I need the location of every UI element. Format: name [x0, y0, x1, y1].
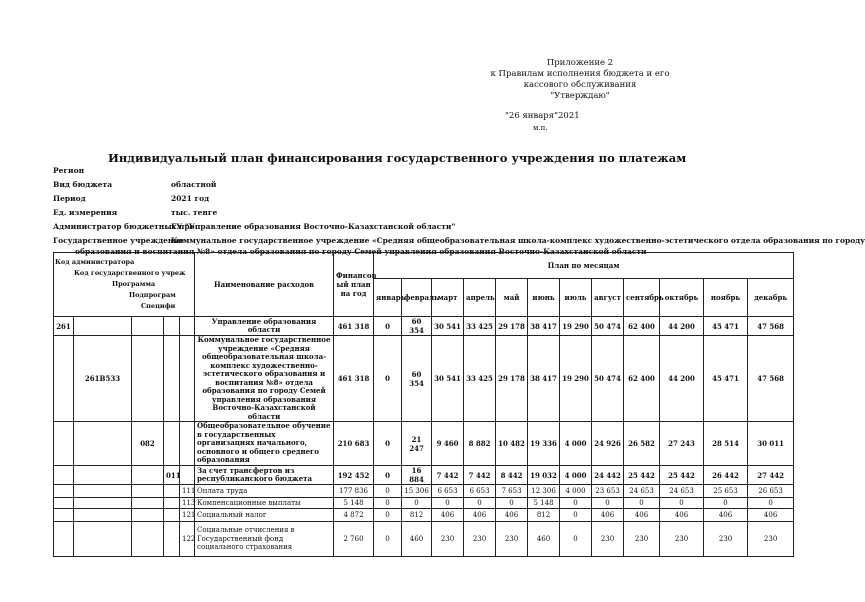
code-cell	[180, 336, 195, 422]
month-value-cell: 44 200	[660, 336, 704, 422]
table-row	[54, 485, 794, 498]
month-value-cell: 460	[528, 522, 560, 557]
month-value-cell: 812	[528, 509, 560, 522]
code-cell	[74, 498, 132, 509]
code-cell	[164, 509, 180, 522]
month-value-cell: 8 882	[464, 422, 496, 466]
month-header: август	[592, 279, 624, 317]
code-cell: 121	[180, 509, 195, 522]
expense-name-cell: Оплата труда	[195, 485, 334, 498]
code-cell	[74, 317, 132, 336]
code-header-admin: Код администратора	[55, 258, 135, 266]
month-header: февраль	[402, 279, 432, 317]
code-cell	[132, 336, 164, 422]
month-value-cell: 406	[748, 509, 794, 522]
expense-name-cell: Социальный налог	[195, 509, 334, 522]
approval-date: "26 января"2021	[505, 111, 580, 121]
meta-value: ГУ "Управление образования Восточно-Казахстанской области"	[171, 222, 456, 231]
code-cell	[132, 317, 164, 336]
month-value-cell: 406	[592, 509, 624, 522]
month-value-cell: 50 474	[592, 336, 624, 422]
code-cell	[74, 466, 132, 485]
month-value-cell: 230	[432, 522, 464, 557]
month-value-cell: 30 011	[748, 422, 794, 466]
expense-name-cell: Компенсационные выплаты	[195, 498, 334, 509]
month-value-cell: 0	[592, 498, 624, 509]
month-value-cell: 27 442	[748, 466, 794, 485]
month-value-cell: 38 417	[528, 336, 560, 422]
annual-plan-cell: 5 148	[334, 498, 374, 509]
month-value-cell: 406	[624, 509, 660, 522]
month-value-cell: 6 653	[432, 485, 464, 498]
month-value-cell: 24 442	[592, 466, 624, 485]
code-cell	[164, 317, 180, 336]
meta-label: Вид бюджета	[53, 180, 113, 189]
code-cell	[180, 466, 195, 485]
month-value-cell: 26 442	[704, 466, 748, 485]
code-header-institution: Код государственного учреж	[74, 269, 186, 277]
expense-name-cell: Социальные отчисления в Государственный фонд социального страхования	[195, 522, 334, 557]
month-value-cell: 33 425	[464, 336, 496, 422]
code-cell	[164, 336, 180, 422]
month-header: апрель	[464, 279, 496, 317]
annual-plan-cell: 461 318	[334, 317, 374, 336]
header-line-4: "Утверждаю"	[550, 91, 610, 101]
month-value-cell: 230	[592, 522, 624, 557]
month-value-cell: 4 000	[560, 466, 592, 485]
expense-name-cell: За счет трансфертов из республиканского бюджета	[195, 466, 334, 485]
code-cell: 261B533	[74, 336, 132, 422]
month-header: октябрь	[660, 279, 704, 317]
month-value-cell: 19 290	[560, 317, 592, 336]
meta-value: 2021 год	[171, 194, 210, 203]
month-value-cell: 30 541	[432, 317, 464, 336]
expense-name-cell: Общеобразовательное обучение в государственных организациях начального, основного и общего среднего образования	[195, 422, 334, 466]
month-value-cell: 38 417	[528, 317, 560, 336]
month-value-cell: 29 178	[496, 317, 528, 336]
code-cell	[132, 485, 164, 498]
code-cell	[74, 485, 132, 498]
page-title: Индивидуальный план финансирования государственного учреждения по платежам	[108, 151, 687, 165]
header-line-3: кассового обслуживания	[523, 80, 637, 90]
month-value-cell: 21 247	[402, 422, 432, 466]
month-value-cell: 0	[374, 336, 402, 422]
month-value-cell: 24 926	[592, 422, 624, 466]
code-cell	[180, 422, 195, 466]
months-header: План по месяцам	[374, 253, 794, 279]
code-cell	[180, 317, 195, 336]
month-value-cell: 230	[624, 522, 660, 557]
table-row	[54, 509, 794, 522]
code-cell	[132, 466, 164, 485]
month-value-cell: 10 482	[496, 422, 528, 466]
month-value-cell: 25 442	[660, 466, 704, 485]
month-value-cell: 62 400	[624, 336, 660, 422]
month-value-cell: 0	[374, 498, 402, 509]
code-cell	[54, 422, 74, 466]
month-value-cell: 29 178	[496, 336, 528, 422]
month-value-cell: 0	[624, 498, 660, 509]
month-header: декабрь	[748, 279, 794, 317]
month-value-cell: 4 000	[560, 422, 592, 466]
code-cell	[74, 522, 132, 557]
month-value-cell: 406	[660, 509, 704, 522]
month-value-cell: 406	[464, 509, 496, 522]
annual-plan-cell: 192 452	[334, 466, 374, 485]
month-value-cell: 7 442	[432, 466, 464, 485]
annual-plan-cell: 177 836	[334, 485, 374, 498]
month-value-cell: 0	[496, 498, 528, 509]
code-cell: 122	[180, 522, 195, 557]
meta-label: Регион	[53, 166, 85, 175]
month-value-cell: 25 442	[624, 466, 660, 485]
month-value-cell: 0	[560, 498, 592, 509]
table-row	[54, 317, 794, 336]
month-header: май	[496, 279, 528, 317]
code-cell	[164, 485, 180, 498]
month-value-cell: 0	[464, 498, 496, 509]
month-value-cell: 62 400	[624, 317, 660, 336]
code-cell: 261	[54, 317, 74, 336]
table-row	[54, 498, 794, 509]
month-value-cell: 60 354	[402, 336, 432, 422]
month-value-cell: 406	[432, 509, 464, 522]
month-value-cell: 230	[704, 522, 748, 557]
month-value-cell: 812	[402, 509, 432, 522]
month-value-cell: 406	[704, 509, 748, 522]
month-value-cell: 0	[374, 422, 402, 466]
month-value-cell: 26 653	[748, 485, 794, 498]
month-value-cell: 0	[374, 466, 402, 485]
expense-name-cell: Управление образования области	[195, 317, 334, 336]
month-value-cell: 0	[374, 522, 402, 557]
month-value-cell: 44 200	[660, 317, 704, 336]
code-cell	[54, 336, 74, 422]
month-value-cell: 12 306	[528, 485, 560, 498]
plan-header: Финансов ый план на год	[334, 253, 374, 317]
approval-header	[470, 58, 690, 102]
code-cell	[74, 509, 132, 522]
meta-label: Ед. измерения	[53, 208, 118, 217]
code-cell	[164, 422, 180, 466]
code-cell	[54, 466, 74, 485]
month-value-cell: 50 474	[592, 317, 624, 336]
annual-plan-cell: 4 872	[334, 509, 374, 522]
annual-plan-cell: 2 760	[334, 522, 374, 557]
month-value-cell: 6 653	[464, 485, 496, 498]
month-value-cell: 0	[374, 509, 402, 522]
month-value-cell: 47 568	[748, 317, 794, 336]
code-cell: 011	[164, 466, 180, 485]
month-value-cell: 0	[374, 317, 402, 336]
table-row	[54, 522, 794, 557]
code-cell	[54, 509, 74, 522]
code-header-specific: Специфи	[141, 302, 176, 310]
name-header: Наименование расходов	[195, 253, 334, 317]
code-cell: 111	[180, 485, 195, 498]
stamp-place: м.п.	[533, 124, 548, 132]
annual-plan-cell: 461 318	[334, 336, 374, 422]
code-cell	[164, 498, 180, 509]
meta-value: тыс. тенге	[171, 208, 218, 217]
month-value-cell: 19 336	[528, 422, 560, 466]
month-value-cell: 0	[560, 522, 592, 557]
code-header-subprogram: Подпрограм	[129, 291, 176, 299]
month-value-cell: 406	[496, 509, 528, 522]
month-value-cell: 0	[560, 509, 592, 522]
month-value-cell: 60 354	[402, 317, 432, 336]
month-value-cell: 0	[402, 498, 432, 509]
month-value-cell: 0	[704, 498, 748, 509]
financing-plan-table-wrap	[53, 252, 788, 552]
code-cell	[54, 498, 74, 509]
month-value-cell: 4 000	[560, 485, 592, 498]
month-value-cell: 7 653	[496, 485, 528, 498]
month-header: ноябрь	[704, 279, 748, 317]
code-header-cell	[54, 253, 195, 317]
code-cell	[132, 509, 164, 522]
month-value-cell: 25 653	[704, 485, 748, 498]
month-value-cell: 9 460	[432, 422, 464, 466]
month-value-cell: 7 442	[464, 466, 496, 485]
month-value-cell: 230	[748, 522, 794, 557]
month-header: июль	[560, 279, 592, 317]
month-value-cell: 230	[496, 522, 528, 557]
table-row	[54, 336, 794, 422]
meta-value: Коммунальное государственное учреждение «Средняя общеобразовательная школа-комплекс художественно-эстетического отдела образования по городу	[171, 236, 865, 245]
code-cell: 082	[132, 422, 164, 466]
month-value-cell: 0	[374, 485, 402, 498]
month-value-cell: 27 243	[660, 422, 704, 466]
month-value-cell: 0	[660, 498, 704, 509]
meta-label: Период	[53, 194, 86, 203]
meta-institution-continued: образования и воспитания №8» отдела образования по городу Семей управления образования Восточно-Казахстанской области	[75, 247, 647, 256]
month-value-cell: 19 032	[528, 466, 560, 485]
month-value-cell: 460	[402, 522, 432, 557]
code-cell	[132, 498, 164, 509]
financing-plan-table	[53, 252, 794, 557]
meta-value: областной	[171, 180, 217, 189]
month-value-cell: 24 653	[624, 485, 660, 498]
month-value-cell: 28 514	[704, 422, 748, 466]
month-value-cell: 33 425	[464, 317, 496, 336]
month-header: январь	[374, 279, 402, 317]
month-value-cell: 8 442	[496, 466, 528, 485]
annual-plan-cell: 210 683	[334, 422, 374, 466]
month-value-cell: 23 653	[592, 485, 624, 498]
expense-name-cell: Коммунальное государственное учреждение «Средняя общеобразовательная школа-комплекс художественно-эстетического образования и воспитания №8» отдела образования по городу Семей управления образования Восточно-Казахстанской области	[195, 336, 334, 422]
table-row	[54, 466, 794, 485]
code-cell	[74, 422, 132, 466]
month-value-cell: 45 471	[704, 336, 748, 422]
code-cell	[132, 522, 164, 557]
meta-label: Администратор бюджетных про	[53, 222, 195, 231]
header-line-1: Приложение 2	[546, 58, 614, 68]
code-header-program: Программа	[112, 280, 156, 288]
code-cell: 113	[180, 498, 195, 509]
month-value-cell: 230	[464, 522, 496, 557]
month-value-cell: 30 541	[432, 336, 464, 422]
code-cell	[54, 485, 74, 498]
month-value-cell: 45 471	[704, 317, 748, 336]
month-value-cell: 19 290	[560, 336, 592, 422]
month-header: март	[432, 279, 464, 317]
month-header: сентябрь	[624, 279, 660, 317]
meta-label: Государственное учреждение	[53, 236, 184, 245]
header-line-2: к Правилам исполнения бюджета и его	[490, 69, 670, 79]
month-value-cell: 47 568	[748, 336, 794, 422]
month-value-cell: 230	[660, 522, 704, 557]
month-value-cell: 16 884	[402, 466, 432, 485]
month-header: июнь	[528, 279, 560, 317]
code-cell	[164, 522, 180, 557]
month-value-cell: 24 653	[660, 485, 704, 498]
table-row	[54, 422, 794, 466]
code-cell	[54, 522, 74, 557]
month-value-cell: 0	[432, 498, 464, 509]
month-value-cell: 0	[748, 498, 794, 509]
month-value-cell: 15 306	[402, 485, 432, 498]
month-value-cell: 5 148	[528, 498, 560, 509]
month-value-cell: 26 582	[624, 422, 660, 466]
